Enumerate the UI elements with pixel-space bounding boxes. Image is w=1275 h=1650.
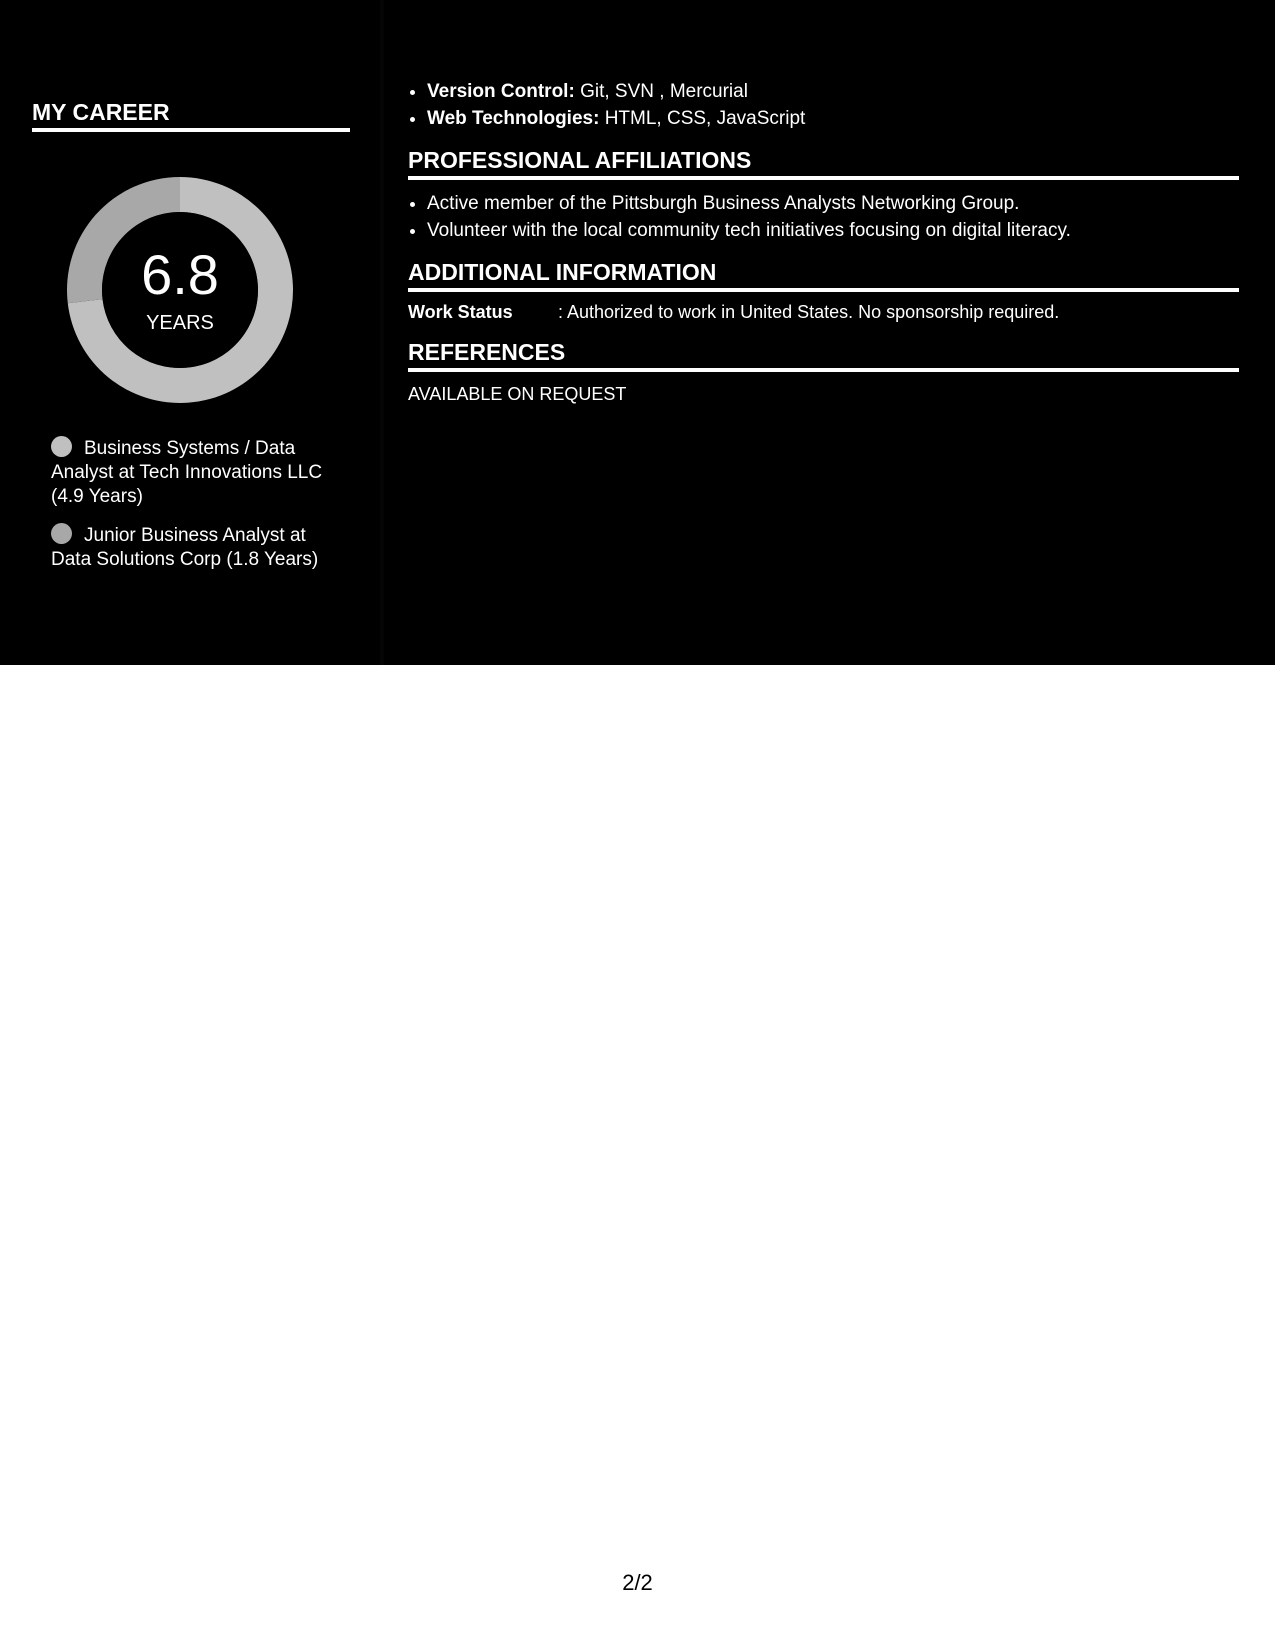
legend-dot-icon	[51, 523, 72, 544]
legend-label: Business Systems / Data Analyst at Tech Innovations LLC (4.9 Years)	[51, 438, 323, 507]
work-status-value: : Authorized to work in United States. No sponsorship required.	[558, 302, 1060, 322]
skill-value: HTML, CSS, JavaScript	[599, 108, 806, 129]
legend-item	[51, 523, 341, 572]
skill-value: Git, SVN , Mercurial	[574, 81, 748, 102]
total-years-unit: YEARS	[146, 312, 214, 334]
affiliation-item: • Active member of the Pittsburgh Business Analysts Networking Group.	[427, 190, 1239, 217]
affiliation-item: • Volunteer with the local community tech initiatives focusing on digital literacy.	[427, 217, 1239, 244]
affiliations-list	[408, 190, 1239, 244]
skill-label: Version Control:	[427, 81, 575, 102]
career-donut-chart	[65, 175, 295, 405]
references-text: AVAILABLE ON REQUEST	[408, 384, 627, 404]
main-content	[408, 78, 1239, 406]
legend-label: Junior Business Analyst at Data Solutions Corp (1.8 Years)	[51, 525, 319, 570]
career-legend	[51, 436, 341, 586]
skill-item	[427, 105, 1239, 132]
work-status-row	[408, 300, 1239, 324]
legend-dot-icon	[51, 436, 72, 457]
sidebar-divider	[380, 0, 384, 665]
affiliations-heading: PROFESSIONAL AFFILIATIONS	[408, 146, 1239, 180]
career-heading: MY CAREER	[32, 98, 350, 132]
skill-item	[427, 78, 1239, 105]
skills-list	[408, 78, 1239, 132]
legend-item	[51, 436, 341, 509]
references-heading: REFERENCES	[408, 338, 1239, 372]
work-status-label: Work Status	[408, 302, 513, 322]
page-number: 2/2	[622, 1570, 653, 1595]
total-years-value: 6.8	[141, 243, 219, 306]
skill-label: Web Technologies:	[427, 108, 600, 129]
additional-info-heading: ADDITIONAL INFORMATION	[408, 258, 1239, 292]
